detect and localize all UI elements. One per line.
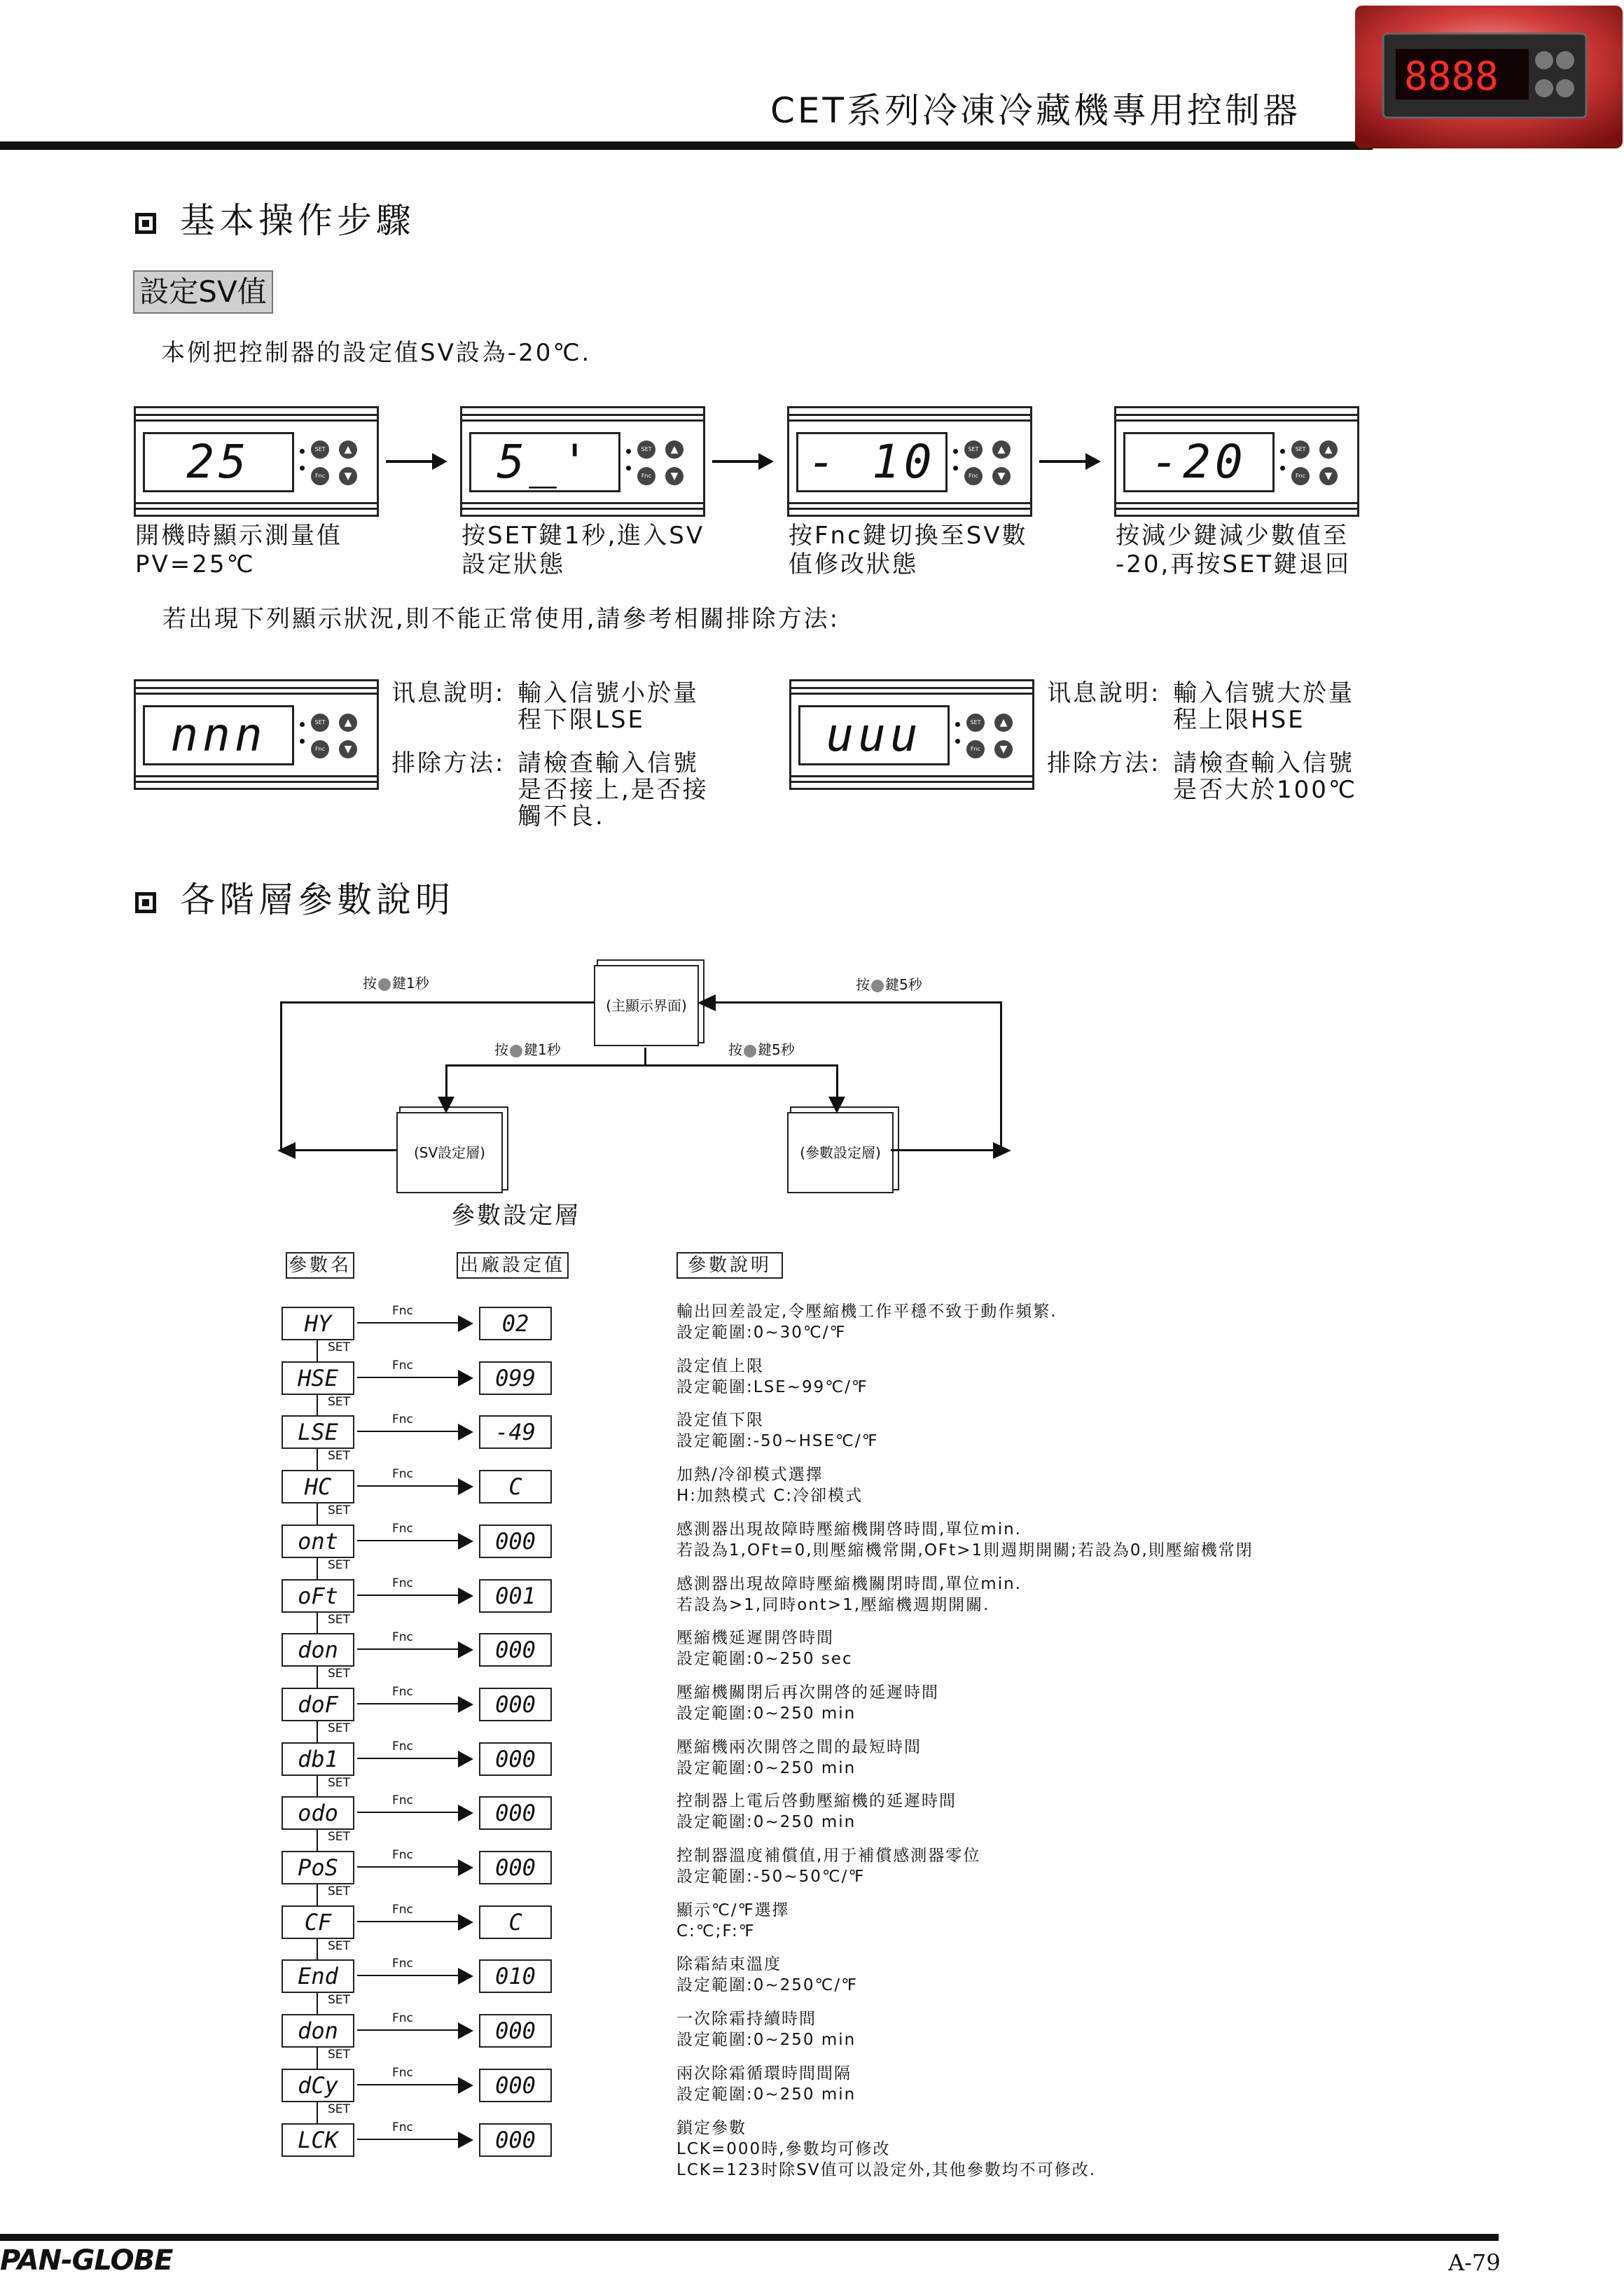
header-rule [0,141,1373,150]
square-bullet-icon [135,892,156,913]
fnc-label: Fnc [392,1903,413,1917]
param-description: 加熱/冷卻模式選擇 [676,1466,824,1484]
subheading-set-sv: 設定SV值 [133,270,273,314]
set-label: SET [328,2048,350,2062]
param-name-box: PoS [282,1851,354,1884]
arrow-right-icon [357,2084,471,2085]
error-intro: 若出現下列顯示狀況,則不能正常使用,請參考相關排除方法: [162,605,840,633]
step-caption: 設定狀態 [461,550,565,578]
up-button-icon: ▲ [992,440,1011,459]
param-description: 設定範圍:0~30℃/℉ [676,1324,847,1342]
fnc-label: Fnc [392,2011,413,2025]
param-description: 設定範圍:-50~HSE℃/℉ [676,1432,879,1450]
arrow-right-icon [357,1866,471,1868]
controller-panel [789,679,1034,790]
panel-display: uuu [798,705,950,765]
indicator-dot-icon [626,466,631,471]
step-caption: 按SET鍵1秒,進入SV [461,522,705,550]
down-button-icon: ▼ [339,467,357,485]
error-info-text: 輸入信號大於量 [1173,679,1354,707]
step-caption: PV=25℃ [135,550,256,578]
param-name-box: LSE [282,1415,354,1449]
step-caption: 按減少鍵減少數值至 [1116,522,1349,550]
param-default-box: 000 [479,2123,552,2157]
param-description: 鎖定參數 [676,2119,747,2137]
param-description: 設定範圍:LSE~99℃/℉ [676,1378,868,1396]
param-description: 設定範圍:-50~50℃/℉ [676,1868,866,1886]
error-fix-text: 觸不良. [518,803,605,831]
panel-display: 25 [143,432,294,492]
param-default-box: 000 [479,1742,552,1776]
param-name-box: LCK [282,2123,354,2157]
arrow-right-icon [1039,460,1098,463]
panel-trim-line [1116,502,1357,504]
param-description: 兩次除霜循環時間間隔 [676,2064,852,2083]
panel-trim-line [136,414,377,416]
param-description: 感測器出現故障時壓縮機開啓時間,單位min. [676,1520,1022,1539]
error-info-text: 程下限LSE [518,706,646,734]
param-description: C:℃;F:℉ [676,1922,756,1940]
param-description: 設定值下限 [676,1411,764,1429]
set-label: SET [328,1721,350,1735]
error-fix-label: 排除方法: [1047,749,1161,777]
param-description: LCK=000時,參數均可修改 [676,2140,891,2158]
indicator-dot-icon [955,722,960,727]
param-description: 一次除霜持續時間 [676,2010,817,2028]
param-default-box: -49 [479,1415,552,1449]
param-default-box: 000 [479,1796,552,1830]
error-fix-text: 是否大於100℃ [1173,776,1358,804]
fnc-button-icon: Fnc [637,467,655,485]
set-connector-line [317,1613,318,1634]
param-default-box: 001 [479,1579,552,1613]
param-description: 控制器溫度補償值,用于補償感測器零位 [676,1847,981,1865]
param-name-box: doF [282,1688,354,1721]
param-description: LCK=123时除SV值可以設定外,其他參數均不可修改. [676,2161,1097,2179]
param-default-box: 02 [479,1307,552,1340]
panel-display: -20 [1123,432,1275,492]
indicator-dot-icon [300,466,305,471]
set-label: SET [328,1613,350,1627]
fnc-label: Fnc [392,1739,413,1753]
error-fix-text: 請檢查輸入信號 [518,749,699,777]
fnc-label: Fnc [392,1848,413,1862]
set-label: SET [328,1503,350,1517]
arrow-right-icon [357,1485,471,1487]
section-heading-parameters: 各階層參數說明 [135,872,454,922]
arrow-right-icon [357,2029,471,2031]
panel-display: nnn [143,705,294,765]
panel-trim-line [789,508,1030,510]
set-connector-line [317,2048,318,2069]
arrow-down-icon [828,1097,845,1113]
panel-trim-line [136,775,377,777]
step-caption: 開機時顯示測量值 [135,522,342,550]
down-button-icon: ▼ [665,467,683,485]
param-name-box: dCy [282,2069,354,2102]
fnc-label: Fnc [392,2120,413,2134]
set-button-icon: SET [966,714,985,732]
panel-trim-line [462,502,703,504]
sv-level-box: (SV設定層) [396,1112,503,1193]
error-fix-label: 排除方法: [391,749,506,777]
param-description: 若設為>1,同時ont>1,壓縮機週期開關. [676,1596,990,1614]
down-button-icon: ▼ [1319,467,1338,485]
controller-panel [1114,406,1359,517]
param-default-box: 000 [479,1851,552,1884]
label-key-1s-top: 按 鍵1秒 [363,975,429,992]
param-name-box: HY [282,1307,354,1340]
set-connector-line [317,1503,318,1525]
fnc-label: Fnc [392,1359,413,1373]
param-default-box: 000 [479,2014,552,2048]
fnc-button-icon: Fnc [966,740,985,758]
param-name-box: HSE [282,1361,354,1395]
indicator-dot-icon [300,449,305,454]
set-button-icon: SET [964,440,983,459]
fnc-label: Fnc [392,1957,413,1971]
down-button-icon: ▼ [339,740,357,758]
square-bullet-icon [135,213,156,234]
panel-trim-line [791,775,1032,777]
panel-trim-line [791,693,1032,695]
column-header-default: 出廠設定值 [457,1252,569,1279]
arrow-right-icon [357,1758,471,1759]
error-fix-text: 請檢查輸入信號 [1173,749,1354,777]
set-connector-line [317,1449,318,1470]
panel-display: 5_' [469,432,620,492]
panel-trim-line [136,693,377,695]
fnc-label: Fnc [392,1467,413,1481]
param-default-box: 000 [479,1525,552,1558]
fnc-label: Fnc [392,1793,413,1807]
panel-trim-line [789,414,1030,416]
param-level-box: (參數設定層) [787,1112,894,1193]
set-connector-line [317,1558,318,1579]
param-name-box: odo [282,1796,354,1830]
up-button-icon: ▲ [665,440,683,459]
fnc-label: Fnc [392,1522,413,1536]
indicator-dot-icon [1280,449,1285,454]
arrow-right-icon [357,1540,471,1541]
up-button-icon: ▲ [994,714,1013,732]
set-label: SET [328,1884,350,1898]
param-description: 設定範圍:0~250 sec [676,1650,853,1668]
error-info-label: 讯息說明: [391,679,506,707]
param-default-box: 099 [479,1361,552,1395]
param-name-box: don [282,2014,354,2048]
param-name-box: ont [282,1525,354,1558]
set-label: SET [328,1939,350,1953]
indicator-dot-icon [300,739,305,744]
param-description: 設定範圍:0~250 min [676,1704,856,1723]
fnc-button-icon: Fnc [311,740,329,758]
param-default-box: 000 [479,1688,552,1721]
controller-panel [460,406,705,517]
panel-trim-line [462,414,703,416]
panel-trim-line [462,508,703,510]
param-default-box: C [479,1470,552,1503]
param-default-box: 010 [479,1959,552,1993]
set-connector-line [317,1939,318,1960]
fnc-label: Fnc [392,2066,413,2080]
indicator-dot-icon [953,449,958,454]
label-key-5s-top: 按 鍵5秒 [856,976,922,993]
param-name-box: oFt [282,1579,354,1613]
param-description: 感測器出現故障時壓縮機關閉時間,單位min. [676,1575,1022,1593]
arrow-right-icon [357,1322,471,1324]
step-caption: 按Fnc鍵切換至SV數 [789,522,1028,550]
arrow-right-icon [357,1921,471,1922]
key-dot-icon [510,1045,522,1057]
set-connector-line [317,2102,318,2123]
set-label: SET [328,1776,350,1790]
param-description: 設定範圍:0~250 min [676,2031,856,2049]
indicator-dot-icon [1280,466,1285,471]
error-info-text: 輸入信號小於量 [518,679,699,707]
controller-photo [1355,6,1623,148]
set-button-icon: SET [1291,440,1310,459]
set-label: SET [328,2102,350,2116]
set-connector-line [317,1667,318,1688]
controller-panel [134,679,379,790]
set-button-icon: SET [311,440,329,459]
controller-panel [787,406,1032,517]
set-label: SET [328,1340,350,1354]
panel-trim-line [791,781,1032,783]
intro-text: 本例把控制器的設定值SV設為-20℃. [161,339,592,367]
param-description: 壓縮機兩次開啓之間的最短時間 [676,1738,922,1756]
fnc-button-icon: Fnc [964,467,983,485]
set-label: SET [328,1993,350,2007]
svg-text:8888: 8888 [1404,54,1499,99]
param-name-box: HC [282,1470,354,1503]
key-dot-icon [871,980,884,992]
panel-trim-line [136,508,377,510]
param-name-box: db1 [282,1742,354,1776]
arrow-right-icon [357,1648,471,1650]
document-title: CET系列冷凍冷藏機專用控制器 [770,90,1301,131]
label-key-5s-mid: 按 鍵5秒 [728,1041,795,1058]
arrow-right-icon [357,1812,471,1813]
main-display-box: (主顯示界面) [594,965,699,1046]
param-description: 設定範圍:0~250 min [676,2085,856,2104]
down-button-icon: ▼ [992,467,1011,485]
set-connector-line [317,1340,318,1361]
param-description: 若設為1,OFt=0,則壓縮機常開,OFt>1則週期開關;若設為0,則壓縮機常閉 [676,1541,1254,1560]
arrow-right-icon [357,1377,471,1378]
up-button-icon: ▲ [1319,440,1338,459]
arrow-right-icon [357,2139,471,2140]
arrow-down-icon [438,1097,454,1113]
set-label: SET [328,1830,350,1844]
panel-trim-line [789,502,1030,504]
param-description: 除霜結束溫度 [676,1955,782,1973]
column-header-description: 參數說明 [676,1252,783,1279]
set-label: SET [328,1667,350,1681]
up-button-icon: ▲ [339,714,357,732]
set-label: SET [328,1558,350,1572]
set-connector-line [317,1884,318,1905]
step-caption: 值修改狀態 [789,550,918,578]
controller-panel [134,406,379,517]
arrow-right-icon [357,1975,471,1976]
up-button-icon: ▲ [339,440,357,459]
param-description: 設定值上限 [676,1357,764,1375]
panel-trim-line [136,419,377,422]
indicator-dot-icon [626,449,631,454]
set-connector-line [317,1721,318,1742]
param-table-title: 參數設定層 [451,1202,581,1230]
fnc-button-icon: Fnc [311,467,329,485]
fnc-label: Fnc [392,1304,413,1318]
key-dot-icon [744,1045,756,1057]
panel-display: - 10 [796,432,948,492]
fnc-label: Fnc [392,1412,413,1426]
param-description: 控制器上電后啓動壓縮機的延遲時間 [676,1792,957,1810]
param-name-box: End [282,1959,354,1993]
panel-trim-line [1116,419,1357,422]
column-header-name: 參數名 [286,1252,354,1279]
arrow-right-icon [357,1595,471,1596]
error-fix-text: 是否接上,是否接 [518,776,709,804]
panel-trim-line [136,687,377,689]
indicator-dot-icon [955,739,960,744]
panel-trim-line [789,419,1030,422]
param-name-box: don [282,1633,354,1667]
brand-logo: PAN-GLOBE [0,2244,173,2277]
param-description: H:加熱模式 C:冷卻模式 [676,1487,863,1505]
arrow-right-icon [357,1703,471,1704]
error-info-label: 讯息說明: [1047,679,1161,707]
set-connector-line [317,1830,318,1851]
param-description: 輸出回差設定,令壓縮機工作平穩不致于動作頻繁. [676,1303,1057,1321]
indicator-dot-icon [300,722,305,727]
fnc-label: Fnc [392,1630,413,1644]
param-description: 壓縮機延遲開啓時間 [676,1629,834,1647]
set-label: SET [328,1395,350,1409]
error-info-text: 程上限HSE [1173,706,1305,734]
param-description: 設定範圍:0~250℃/℉ [676,1976,859,1994]
fnc-label: Fnc [392,1685,413,1699]
step-caption: -20,再按SET鍵退回 [1116,550,1352,578]
panel-trim-line [136,781,377,783]
set-button-icon: SET [637,440,655,459]
arrow-right-icon [712,460,771,463]
arrow-left-icon [698,994,716,1011]
section-heading-basic-ops: 基本操作步驟 [135,193,415,243]
panel-trim-line [136,502,377,504]
param-name-box: CF [282,1905,354,1939]
down-button-icon: ▼ [994,740,1013,758]
set-label: SET [328,1449,350,1463]
page-number: A-79 [1448,2249,1501,2276]
footer-rule [0,2234,1499,2241]
param-default-box: C [479,1905,552,1939]
set-connector-line [317,1776,318,1797]
set-button-icon: SET [311,714,329,732]
arrow-right-icon [386,460,445,463]
param-description: 設定範圍:0~250 min [676,1759,856,1777]
param-default-box: 000 [479,1633,552,1667]
panel-trim-line [791,687,1032,689]
set-connector-line [317,1395,318,1416]
param-description: 設定範圍:0~250 min [676,1813,856,1831]
arrow-left-icon [277,1142,296,1159]
arrow-right-icon [993,1142,1011,1159]
set-connector-line [317,1993,318,2014]
param-default-box: 000 [479,2069,552,2102]
panel-trim-line [1116,508,1357,510]
param-description: 顯示℃/℉選擇 [676,1901,790,1919]
fnc-label: Fnc [392,1576,413,1590]
panel-trim-line [1116,414,1357,416]
indicator-dot-icon [953,466,958,471]
label-key-1s-mid: 按 鍵1秒 [494,1041,561,1058]
panel-trim-line [462,419,703,422]
param-description: 壓縮機關閉后再次開啓的延遲時間 [676,1683,939,1702]
key-dot-icon [378,978,391,991]
arrow-right-icon [357,1431,471,1432]
fnc-button-icon: Fnc [1291,467,1310,485]
